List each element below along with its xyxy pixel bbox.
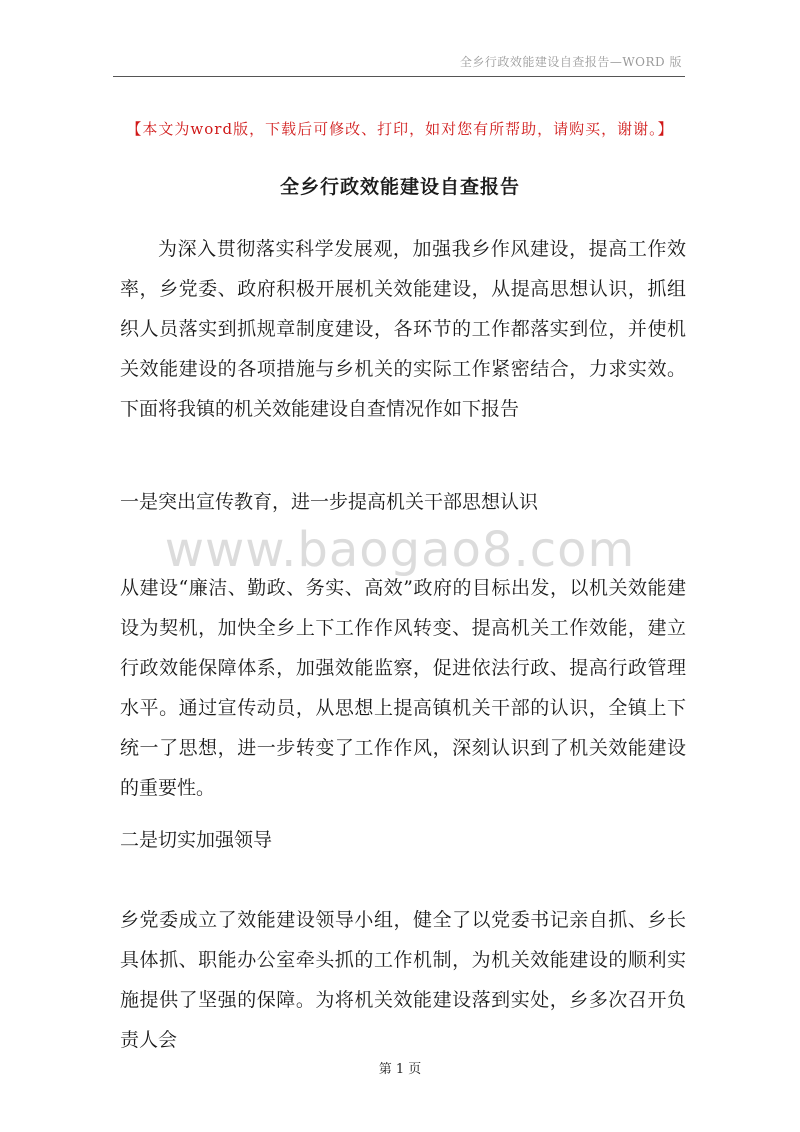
intro-paragraph: 为深入贯彻落实科学发展观，加强我乡作风建设，提高工作效率，乡党委、政府积极开展机关效能建设，从提高思想认识，抓组织人员落实到抓规章制度建设，各环节的工作都落实到位，并使机关效能建设的各项措施与乡机关的实际工作紧密结合，力求实效。下面将我镇的机关效能建设自查情况作如下报告 <box>120 238 686 420</box>
watermark: www.baogao8.com <box>164 522 636 578</box>
section-1-paragraph: 从建设“廉洁、勤政、务实、高效”政府的目标出发，以机关效能建设为契机，加快全乡上下工作作风转变、提高机关工作效能，建立行政效能保障体系，加强效能监察，促进依法行政、提高行政管理水平。通过宣传动员，从思想上提高镇机关干部的认识，全镇上下统一了思想，进一步转变了工作作风，深刻认识到了机关效能建设的重要性。 <box>120 577 686 799</box>
page-number: 第 1 页 <box>378 1062 422 1077</box>
header-divider <box>113 76 685 77</box>
running-header: 全乡行政效能建设自查报告—WORD 版 <box>459 55 682 69</box>
purchase-notice: 【本文为word版，下载后可修改、打印，如对您有所帮助，请购买，谢谢。】 <box>126 120 674 138</box>
section-1-heading: 一是突出宣传教育，进一步提高机关干部思想认识 <box>120 491 539 513</box>
section-2-paragraph: 乡党委成立了效能建设领导小组，健全了以党委书记亲自抓、乡长具体抓、职能办公室牵头抓的工作机制，为机关效能建设的顺利实施提供了坚强的保障。为将机关效能建设落到实处，乡多次召开负责人会 <box>120 909 686 1051</box>
document-title: 全乡行政效能建设自查报告 <box>279 176 520 198</box>
section-2-heading: 二是切实加强领导 <box>120 829 273 851</box>
